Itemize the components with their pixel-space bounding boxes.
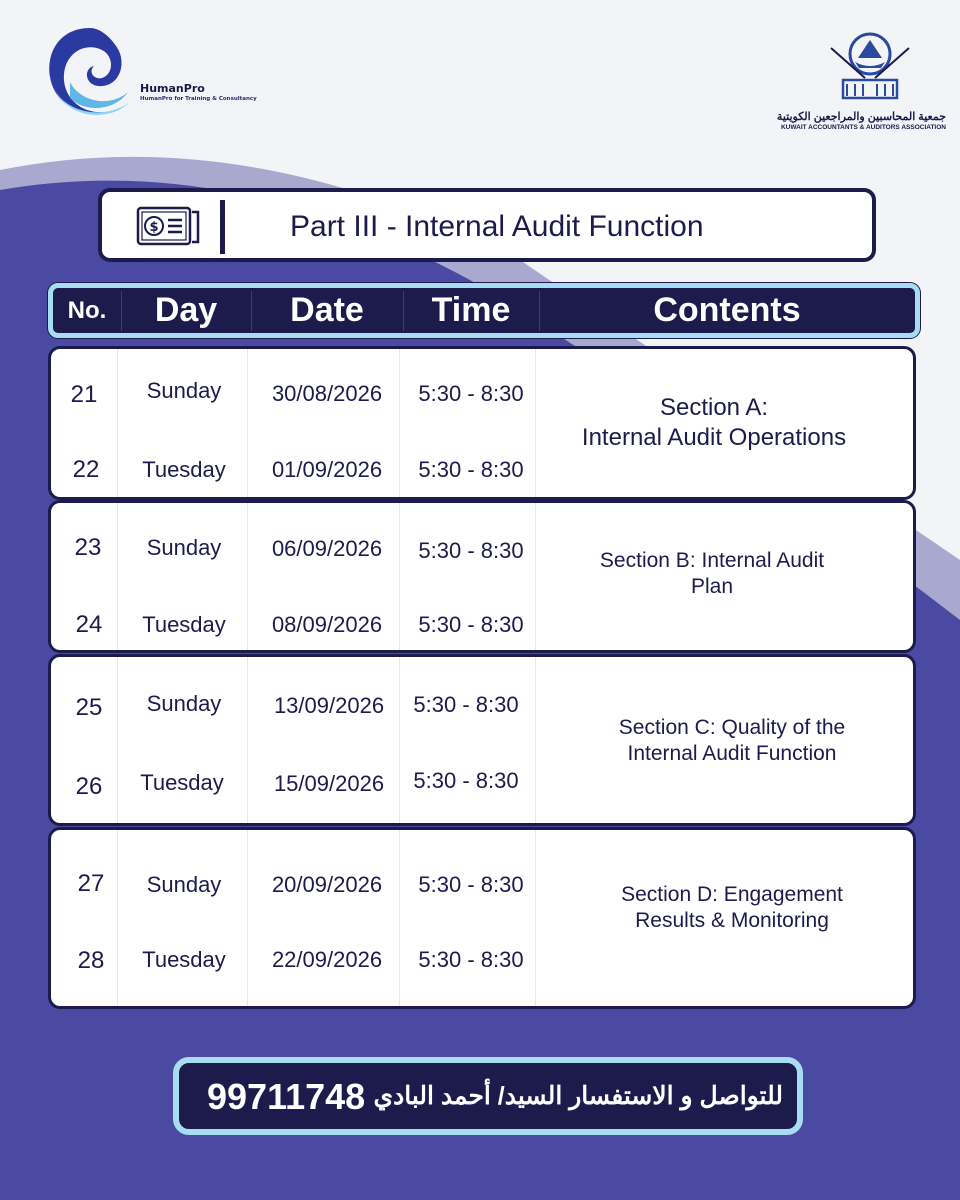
column-divider	[117, 657, 118, 823]
session-number: 22	[72, 456, 100, 483]
session-date: 08/09/2026	[271, 612, 383, 637]
section-subtitle: Internal Audit Operations	[581, 424, 847, 451]
wave-logo-icon	[40, 22, 140, 122]
session-day: Sunday	[146, 535, 222, 560]
header-no: No.	[67, 296, 107, 324]
humanpro-logo	[40, 22, 257, 122]
column-divider	[117, 349, 118, 497]
contact-banner	[173, 1057, 803, 1135]
session-day: Sunday	[146, 378, 222, 403]
session-time: 5:30 - 8:30	[418, 872, 524, 897]
section-content	[582, 393, 846, 453]
session-time: 5:30 - 8:30	[418, 457, 524, 482]
column-divider	[535, 349, 536, 497]
column-divider	[247, 349, 248, 497]
column-divider	[117, 503, 118, 650]
column-divider	[247, 830, 248, 1006]
header-time: Time	[431, 291, 511, 329]
session-block	[48, 827, 916, 1009]
session-number: 28	[77, 947, 105, 974]
session-number: 24	[75, 611, 103, 638]
header-contents: Contents	[653, 291, 801, 329]
session-date: 15/09/2026	[273, 771, 385, 796]
section-content	[600, 548, 824, 601]
session-day: Tuesday	[142, 947, 226, 972]
session-day: Tuesday	[142, 612, 226, 637]
session-time: 5:30 - 8:30	[418, 612, 524, 637]
column-divider	[117, 830, 118, 1006]
session-date: 30/08/2026	[271, 381, 383, 406]
session-time: 5:30 - 8:30	[418, 538, 524, 563]
association-emblem-icon	[825, 28, 915, 108]
session-time: 5:30 - 8:30	[413, 692, 519, 717]
session-number: 21	[70, 381, 98, 408]
session-number: 25	[75, 694, 103, 721]
column-divider	[535, 503, 536, 650]
session-number: 27	[77, 870, 105, 897]
session-block	[48, 346, 916, 500]
session-day: Sunday	[146, 691, 222, 716]
session-block	[48, 500, 916, 653]
session-date: 13/09/2026	[273, 693, 385, 718]
header-date: Date	[290, 291, 364, 329]
section-subtitle: Internal Audit Function	[627, 742, 837, 766]
contact-label: للتواصل و الاستفسار السيد/ أحمد البادي	[373, 1082, 783, 1110]
session-day: Sunday	[146, 872, 222, 897]
section-title: Section C: Quality of the	[618, 716, 846, 739]
title-banner	[98, 188, 876, 262]
kaaa-logo	[776, 28, 950, 138]
section-content	[619, 715, 845, 768]
association-name-english: KUWAIT ACCOUNTANTS & AUDITORS ASSOCIATION	[780, 124, 946, 131]
table-header	[48, 283, 920, 338]
column-divider	[399, 830, 400, 1006]
svg-text:$: $	[149, 220, 159, 235]
column-divider	[535, 657, 536, 823]
session-time: 5:30 - 8:30	[418, 947, 524, 972]
contact-phone[interactable]: 99711748	[207, 1076, 366, 1117]
session-block	[48, 654, 916, 826]
section-title: Section D: Engagement	[621, 883, 843, 906]
session-day: Tuesday	[142, 457, 226, 482]
session-time: 5:30 - 8:30	[418, 381, 524, 406]
session-number: 23	[74, 534, 102, 561]
document-dollar-icon	[136, 206, 200, 246]
session-date: 22/09/2026	[271, 947, 383, 972]
session-day: Tuesday	[140, 770, 224, 795]
session-date: 06/09/2026	[271, 536, 383, 561]
section-title: Section A:	[659, 394, 769, 421]
column-divider	[399, 657, 400, 823]
section-subtitle: Plan	[690, 575, 734, 599]
column-divider	[247, 503, 248, 650]
column-divider	[535, 830, 536, 1006]
section-content	[621, 882, 843, 935]
brand-name: HumanPro	[140, 82, 205, 95]
column-divider	[399, 503, 400, 650]
association-name-arabic: جمعية المحاسبين والمراجعين الكويتية	[776, 111, 946, 123]
column-divider	[399, 349, 400, 497]
section-subtitle: Results & Monitoring	[635, 909, 829, 933]
session-date: 01/09/2026	[271, 457, 383, 482]
session-date: 20/09/2026	[271, 872, 383, 897]
column-divider	[247, 657, 248, 823]
page-title: Part III - Internal Audit Function	[290, 210, 704, 243]
header-day: Day	[154, 291, 218, 329]
brand-tagline: HumanPro for Training & Consultancy	[140, 96, 257, 102]
session-number: 26	[75, 773, 103, 800]
title-divider	[220, 200, 225, 254]
section-title: Section B: Internal Audit	[599, 549, 825, 572]
session-time: 5:30 - 8:30	[413, 768, 519, 793]
